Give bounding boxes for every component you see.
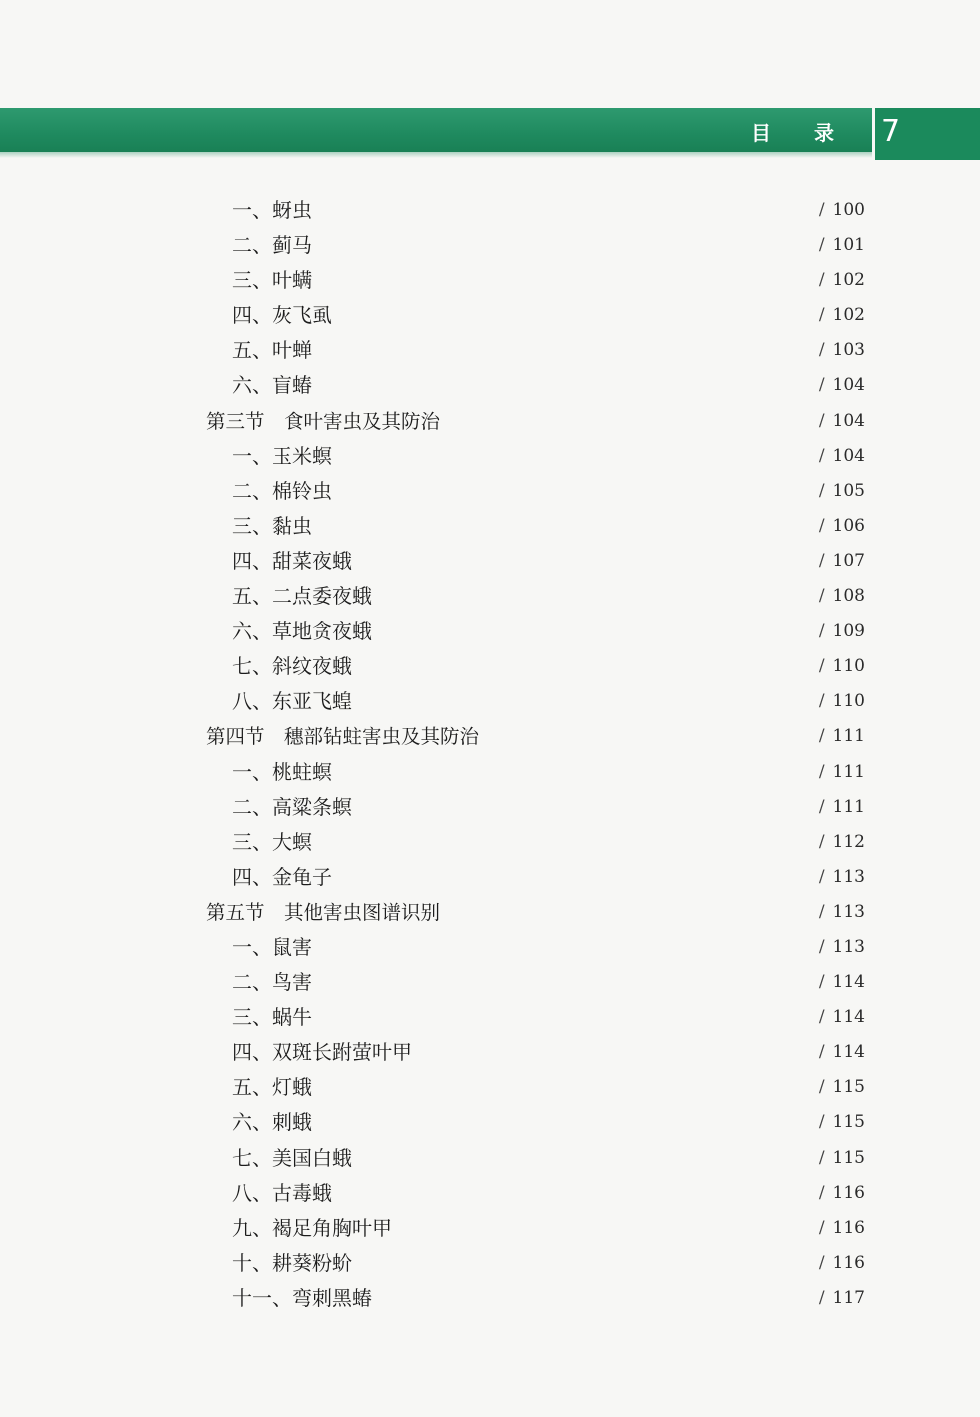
toc-entry-label: 第三节 食叶害虫及其防治 bbox=[206, 409, 441, 433]
page-separator: / bbox=[818, 200, 825, 220]
page-number: 7 bbox=[881, 114, 901, 149]
toc-entry-label: 二、蓟马 bbox=[232, 233, 312, 258]
toc-entry-label: 一、玉米螟 bbox=[232, 443, 332, 468]
toc-entry-label: 一、鼠害 bbox=[232, 934, 312, 959]
toc-page-number: 100 bbox=[832, 200, 865, 220]
toc-item-row[interactable] bbox=[0, 544, 980, 579]
toc-page-number: 103 bbox=[832, 340, 865, 361]
toc-entry-label: 五、二点委夜蛾 bbox=[232, 584, 372, 609]
toc-entry-page bbox=[819, 263, 865, 298]
toc-entry-label: 五、叶蝉 bbox=[232, 338, 312, 363]
toc-page-number: 114 bbox=[832, 1007, 865, 1028]
toc-entry-page bbox=[819, 1035, 865, 1070]
toc-section-row[interactable] bbox=[0, 895, 980, 930]
toc-item-row[interactable] bbox=[0, 509, 980, 544]
page-separator: / bbox=[818, 831, 825, 852]
toc-entry-label: 八、古毒蛾 bbox=[232, 1180, 332, 1205]
page-separator: / bbox=[818, 1077, 825, 1098]
toc-entry-label: 六、草地贪夜蛾 bbox=[232, 619, 372, 644]
page-separator: / bbox=[818, 515, 825, 536]
toc-item-row[interactable] bbox=[0, 228, 980, 263]
toc-entry-page bbox=[819, 755, 865, 790]
toc-entry-label: 三、黏虫 bbox=[232, 513, 312, 538]
table-of-contents bbox=[0, 193, 980, 1316]
toc-entry-page bbox=[819, 825, 865, 860]
page-number-box bbox=[875, 108, 980, 160]
toc-item-row[interactable] bbox=[0, 1281, 980, 1316]
toc-entry-page bbox=[819, 684, 865, 719]
toc-item-row[interactable] bbox=[0, 333, 980, 368]
toc-entry-page bbox=[819, 1000, 865, 1035]
toc-entry-page bbox=[819, 614, 865, 649]
toc-page-number: 108 bbox=[832, 586, 865, 607]
toc-entry-label: 第四节 穗部钻蛀害虫及其防治 bbox=[206, 725, 480, 749]
page-separator: / bbox=[818, 656, 825, 677]
toc-page-number: 110 bbox=[832, 691, 865, 712]
toc-section-row[interactable] bbox=[0, 719, 980, 754]
toc-entry-label: 第五节 其他害虫图谱识别 bbox=[206, 900, 441, 924]
toc-item-row[interactable] bbox=[0, 930, 980, 965]
toc-page-number: 114 bbox=[832, 1042, 865, 1063]
toc-entry-page bbox=[819, 930, 865, 965]
toc-item-row[interactable] bbox=[0, 825, 980, 860]
toc-page-number: 117 bbox=[832, 1287, 865, 1308]
toc-entry-page bbox=[819, 649, 865, 684]
toc-item-row[interactable] bbox=[0, 790, 980, 825]
toc-entry-page bbox=[819, 509, 865, 544]
toc-page-number: 116 bbox=[832, 1217, 865, 1238]
toc-page-number: 115 bbox=[832, 1147, 865, 1168]
toc-entry-label: 九、褐足角胸叶甲 bbox=[232, 1215, 392, 1240]
toc-entry-label: 一、蚜虫 bbox=[232, 198, 312, 222]
toc-page-number: 106 bbox=[832, 515, 865, 536]
toc-page-number: 111 bbox=[832, 726, 865, 747]
page-separator: / bbox=[818, 340, 825, 361]
toc-item-row[interactable] bbox=[0, 649, 980, 684]
toc-page-number: 116 bbox=[832, 1182, 865, 1203]
toc-section-row[interactable] bbox=[0, 404, 980, 439]
toc-entry-label: 六、刺蛾 bbox=[232, 1110, 312, 1135]
page-separator: / bbox=[818, 726, 825, 747]
page-separator: / bbox=[818, 761, 825, 782]
toc-page-number: 116 bbox=[832, 1252, 865, 1273]
page-separator: / bbox=[818, 1217, 825, 1238]
toc-item-row[interactable] bbox=[0, 755, 980, 790]
toc-page-number: 111 bbox=[832, 761, 865, 782]
page-separator: / bbox=[818, 1042, 825, 1063]
toc-entry-page bbox=[819, 790, 865, 825]
page-separator: / bbox=[818, 1147, 825, 1168]
toc-page-number: 104 bbox=[832, 410, 865, 431]
page-separator: / bbox=[818, 1112, 825, 1133]
toc-entry-label: 四、双斑长跗萤叶甲 bbox=[232, 1040, 412, 1065]
toc-item-row[interactable] bbox=[0, 263, 980, 298]
toc-page-number: 109 bbox=[832, 621, 865, 642]
toc-entry-label: 二、鸟害 bbox=[232, 970, 312, 995]
toc-item-row[interactable] bbox=[0, 368, 980, 403]
page-title: 目 录 bbox=[751, 121, 852, 145]
toc-item-row[interactable] bbox=[0, 684, 980, 719]
toc-entry-label: 五、灯蛾 bbox=[232, 1075, 312, 1100]
page-separator: / bbox=[818, 1182, 825, 1203]
page-separator: / bbox=[818, 901, 825, 922]
toc-entry-page bbox=[819, 298, 865, 333]
toc-page-number: 104 bbox=[832, 375, 865, 396]
toc-item-row[interactable] bbox=[0, 439, 980, 474]
toc-entry-page bbox=[819, 1246, 865, 1281]
toc-entry-label: 七、斜纹夜蛾 bbox=[232, 654, 352, 679]
page-separator: / bbox=[818, 480, 825, 501]
toc-entry-page bbox=[819, 544, 865, 579]
toc-item-row[interactable] bbox=[0, 860, 980, 895]
toc-entry-page bbox=[819, 193, 865, 228]
toc-entry-label: 七、美国白蛾 bbox=[232, 1145, 352, 1170]
toc-item-row[interactable] bbox=[0, 965, 980, 1000]
toc-page-number: 113 bbox=[832, 936, 865, 957]
page-separator: / bbox=[818, 410, 825, 431]
header-band bbox=[0, 108, 872, 152]
page-separator: / bbox=[818, 586, 825, 607]
toc-item-row[interactable] bbox=[0, 1211, 980, 1246]
toc-entry-label: 一、桃蛀螟 bbox=[232, 759, 332, 784]
toc-page-number: 105 bbox=[832, 480, 865, 501]
toc-entry-page bbox=[819, 439, 865, 474]
page-separator: / bbox=[818, 235, 825, 256]
toc-item-row[interactable] bbox=[0, 474, 980, 509]
toc-page-number: 111 bbox=[832, 796, 865, 817]
toc-entry-page bbox=[819, 895, 865, 930]
toc-entry-label: 四、金龟子 bbox=[232, 864, 332, 889]
toc-entry-label: 三、蜗牛 bbox=[232, 1005, 312, 1030]
toc-item-row[interactable] bbox=[0, 1176, 980, 1211]
toc-page-number: 112 bbox=[832, 831, 865, 852]
toc-entry-label: 六、盲蝽 bbox=[232, 373, 312, 398]
toc-entry-page bbox=[819, 860, 865, 895]
toc-entry-page bbox=[819, 965, 865, 1000]
toc-page-number: 114 bbox=[832, 972, 865, 993]
toc-entry-page bbox=[819, 1070, 865, 1105]
toc-item-row[interactable] bbox=[0, 1246, 980, 1281]
toc-item-row[interactable] bbox=[0, 193, 980, 228]
toc-item-row[interactable] bbox=[0, 1070, 980, 1105]
toc-item-row[interactable] bbox=[0, 614, 980, 649]
toc-entry-label: 四、灰飞虱 bbox=[232, 303, 332, 328]
page-separator: / bbox=[818, 445, 825, 466]
page-separator: / bbox=[818, 691, 825, 712]
toc-entry-label: 二、棉铃虫 bbox=[232, 478, 332, 503]
toc-entry-page bbox=[819, 1281, 865, 1316]
toc-page-number: 115 bbox=[832, 1077, 865, 1098]
toc-entry-label: 八、东亚飞蝗 bbox=[232, 689, 352, 714]
toc-entry-page bbox=[819, 1211, 865, 1246]
toc-entry-page bbox=[819, 719, 865, 754]
page-separator: / bbox=[818, 270, 825, 291]
toc-page-number: 101 bbox=[832, 235, 865, 256]
page-separator: / bbox=[818, 936, 825, 957]
toc-entry-page bbox=[819, 579, 865, 614]
toc-item-row[interactable] bbox=[0, 1105, 980, 1140]
page-separator: / bbox=[818, 866, 825, 887]
toc-page-number: 113 bbox=[832, 901, 865, 922]
toc-entry-page bbox=[819, 333, 865, 368]
toc-entry-label: 三、大螟 bbox=[232, 829, 312, 854]
toc-entry-label: 四、甜菜夜蛾 bbox=[232, 548, 352, 573]
page-separator: / bbox=[818, 375, 825, 396]
toc-entry-page bbox=[819, 1141, 865, 1176]
toc-item-row[interactable] bbox=[0, 298, 980, 333]
page-separator: / bbox=[818, 305, 825, 326]
toc-item-row[interactable] bbox=[0, 579, 980, 614]
toc-entry-label: 三、叶螨 bbox=[232, 268, 312, 293]
toc-page-number: 107 bbox=[832, 550, 865, 571]
page-separator: / bbox=[818, 1252, 825, 1273]
toc-page-number: 113 bbox=[832, 866, 865, 887]
toc-item-row[interactable] bbox=[0, 1000, 980, 1035]
toc-entry-page bbox=[819, 1176, 865, 1211]
page-separator: / bbox=[818, 796, 825, 817]
page-separator: / bbox=[818, 1007, 825, 1028]
toc-item-row[interactable] bbox=[0, 1141, 980, 1176]
toc-page-number: 104 bbox=[832, 445, 865, 466]
toc-entry-page bbox=[819, 1105, 865, 1140]
toc-entry-page bbox=[819, 368, 865, 403]
page-separator: / bbox=[818, 550, 825, 571]
toc-entry-label: 二、高粱条螟 bbox=[232, 794, 352, 819]
page-separator: / bbox=[818, 1287, 825, 1308]
toc-page-number: 115 bbox=[832, 1112, 865, 1133]
toc-entry-label: 十、耕葵粉蚧 bbox=[232, 1250, 352, 1275]
toc-entry-page bbox=[819, 474, 865, 509]
page-separator: / bbox=[818, 621, 825, 642]
toc-entry-page bbox=[819, 404, 865, 439]
toc-page-number: 102 bbox=[832, 270, 865, 291]
toc-entry-page bbox=[819, 228, 865, 263]
toc-page-number: 102 bbox=[832, 305, 865, 326]
page-separator: / bbox=[818, 972, 825, 993]
toc-entry-label: 十一、弯刺黑蝽 bbox=[232, 1285, 372, 1310]
toc-item-row[interactable] bbox=[0, 1035, 980, 1070]
toc-page-number: 110 bbox=[832, 656, 865, 677]
